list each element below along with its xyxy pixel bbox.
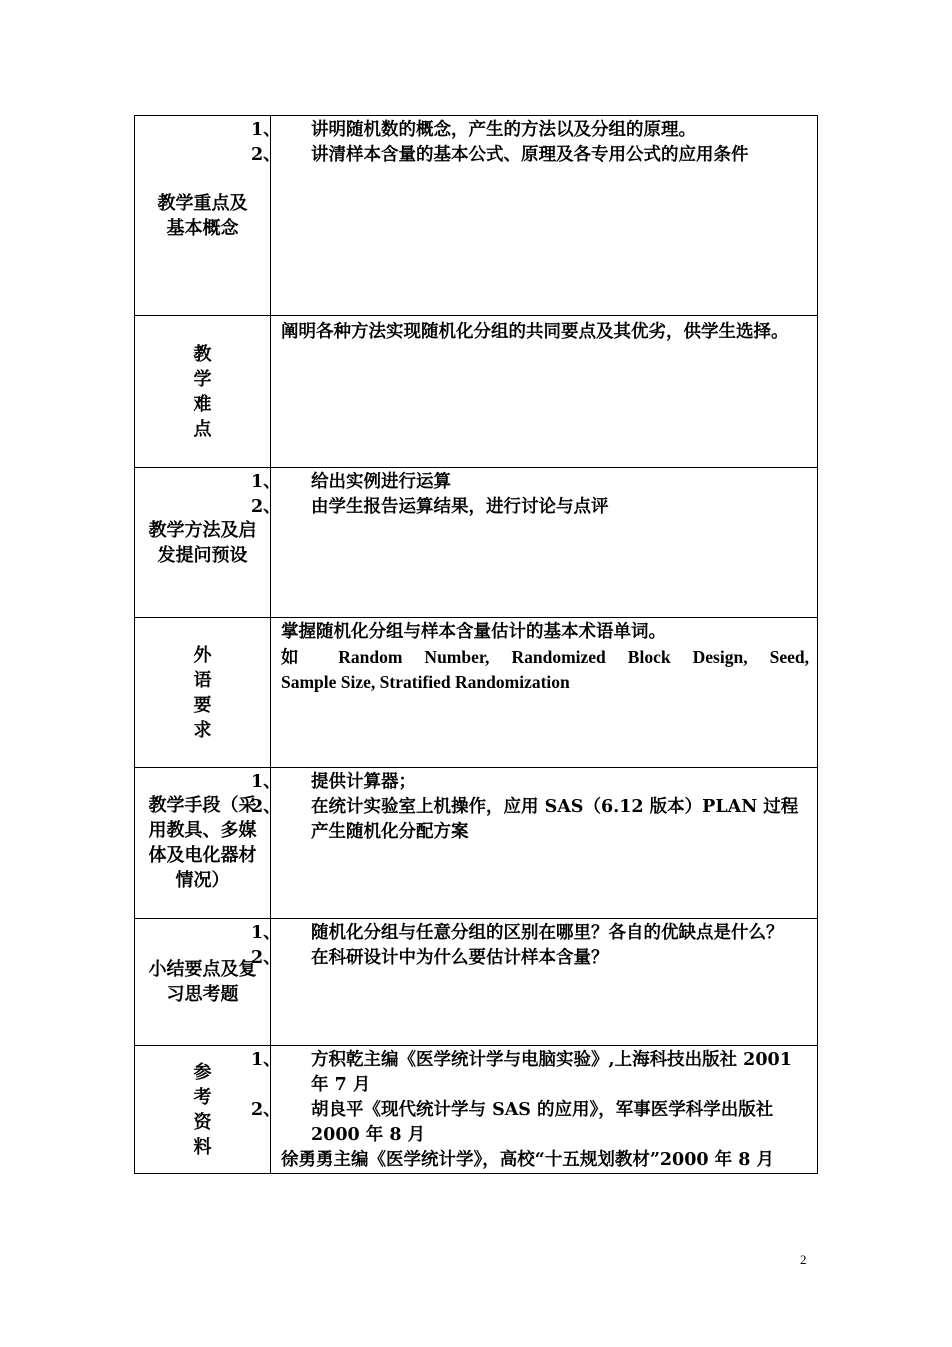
paragraph: 掌握随机化分组与样本含量估计的基本术语单词。 <box>281 622 666 642</box>
row-content-references <box>251 1046 818 1174</box>
table-row <box>135 1046 818 1174</box>
table-row <box>135 919 818 1046</box>
lesson-plan-table <box>134 115 818 1174</box>
table-row <box>135 316 818 468</box>
list-item: 1、 方积乾主编《医学统计学与电脑实验》,上海科技出版社 2001 年 7 月 <box>251 1050 792 1095</box>
row-label-difficulties: 教 学 难 点 <box>135 316 271 468</box>
list-item: 1、 讲明随机数的概念，产生的方法以及分组的原理。 <box>251 120 696 140</box>
list-item: 2、 在科研设计中为什么要估计样本含量？ <box>251 948 609 968</box>
row-content-difficulties <box>271 316 818 468</box>
row-content-summary <box>251 919 818 1046</box>
table-row <box>135 768 818 919</box>
row-label-methods: 教学方法及启 发提问预设 <box>135 468 271 618</box>
list-item: 2、 胡良平《现代统计学与 SAS 的应用》，军事医学科学出版社 2000 年 8 月 <box>251 1100 774 1145</box>
paragraph: Sample Size, Stratified Randomization <box>281 672 570 692</box>
table-row <box>135 618 818 768</box>
row-content-foreign-language <box>271 618 818 768</box>
row-label-key-points: 教学重点及 基本概念 <box>135 116 271 316</box>
row-label-foreign-language: 外 语 要 求 <box>135 618 271 768</box>
paragraph: 如 Random Number, Randomized Block Design, Seed, <box>281 647 809 667</box>
page-number: 2 <box>800 1252 807 1267</box>
row-label-teaching-means: 教学手段（采 用教具、多媒 体及电化器材 情况） <box>135 768 271 919</box>
row-label-references: 参 考 资 料 <box>135 1046 271 1174</box>
list-item: 2、 讲清样本含量的基本公式、原理及各专用公式的应用条件 <box>251 145 749 165</box>
row-content-methods <box>251 468 818 618</box>
list-item: 1、 给出实例进行运算 <box>251 472 451 492</box>
list-item: 徐勇勇主编《医学统计学》，高校“十五规划教材”2000 年 8 月 <box>281 1150 775 1170</box>
table-row <box>135 116 818 316</box>
row-label-summary: 小结要点及复 习思考题 <box>135 919 271 1046</box>
row-content-teaching-means <box>251 768 818 919</box>
paragraph: 阐明各种方法实现随机化分组的共同要点及其优劣，供学生选择。 <box>281 322 789 342</box>
list-item: 2、 由学生报告运算结果，进行讨论与点评 <box>251 497 609 517</box>
list-item: 1、 随机化分组与任意分组的区别在哪里？各自的优缺点是什么？ <box>251 923 784 943</box>
list-item: 2、 在统计实验室上机操作，应用 SAS（6.12 版本）PLAN 过程产生随机化分配方案 <box>251 797 799 842</box>
table-row <box>135 468 818 618</box>
list-item: 1、 提供计算器； <box>251 772 416 792</box>
row-content-key-points <box>251 116 818 316</box>
